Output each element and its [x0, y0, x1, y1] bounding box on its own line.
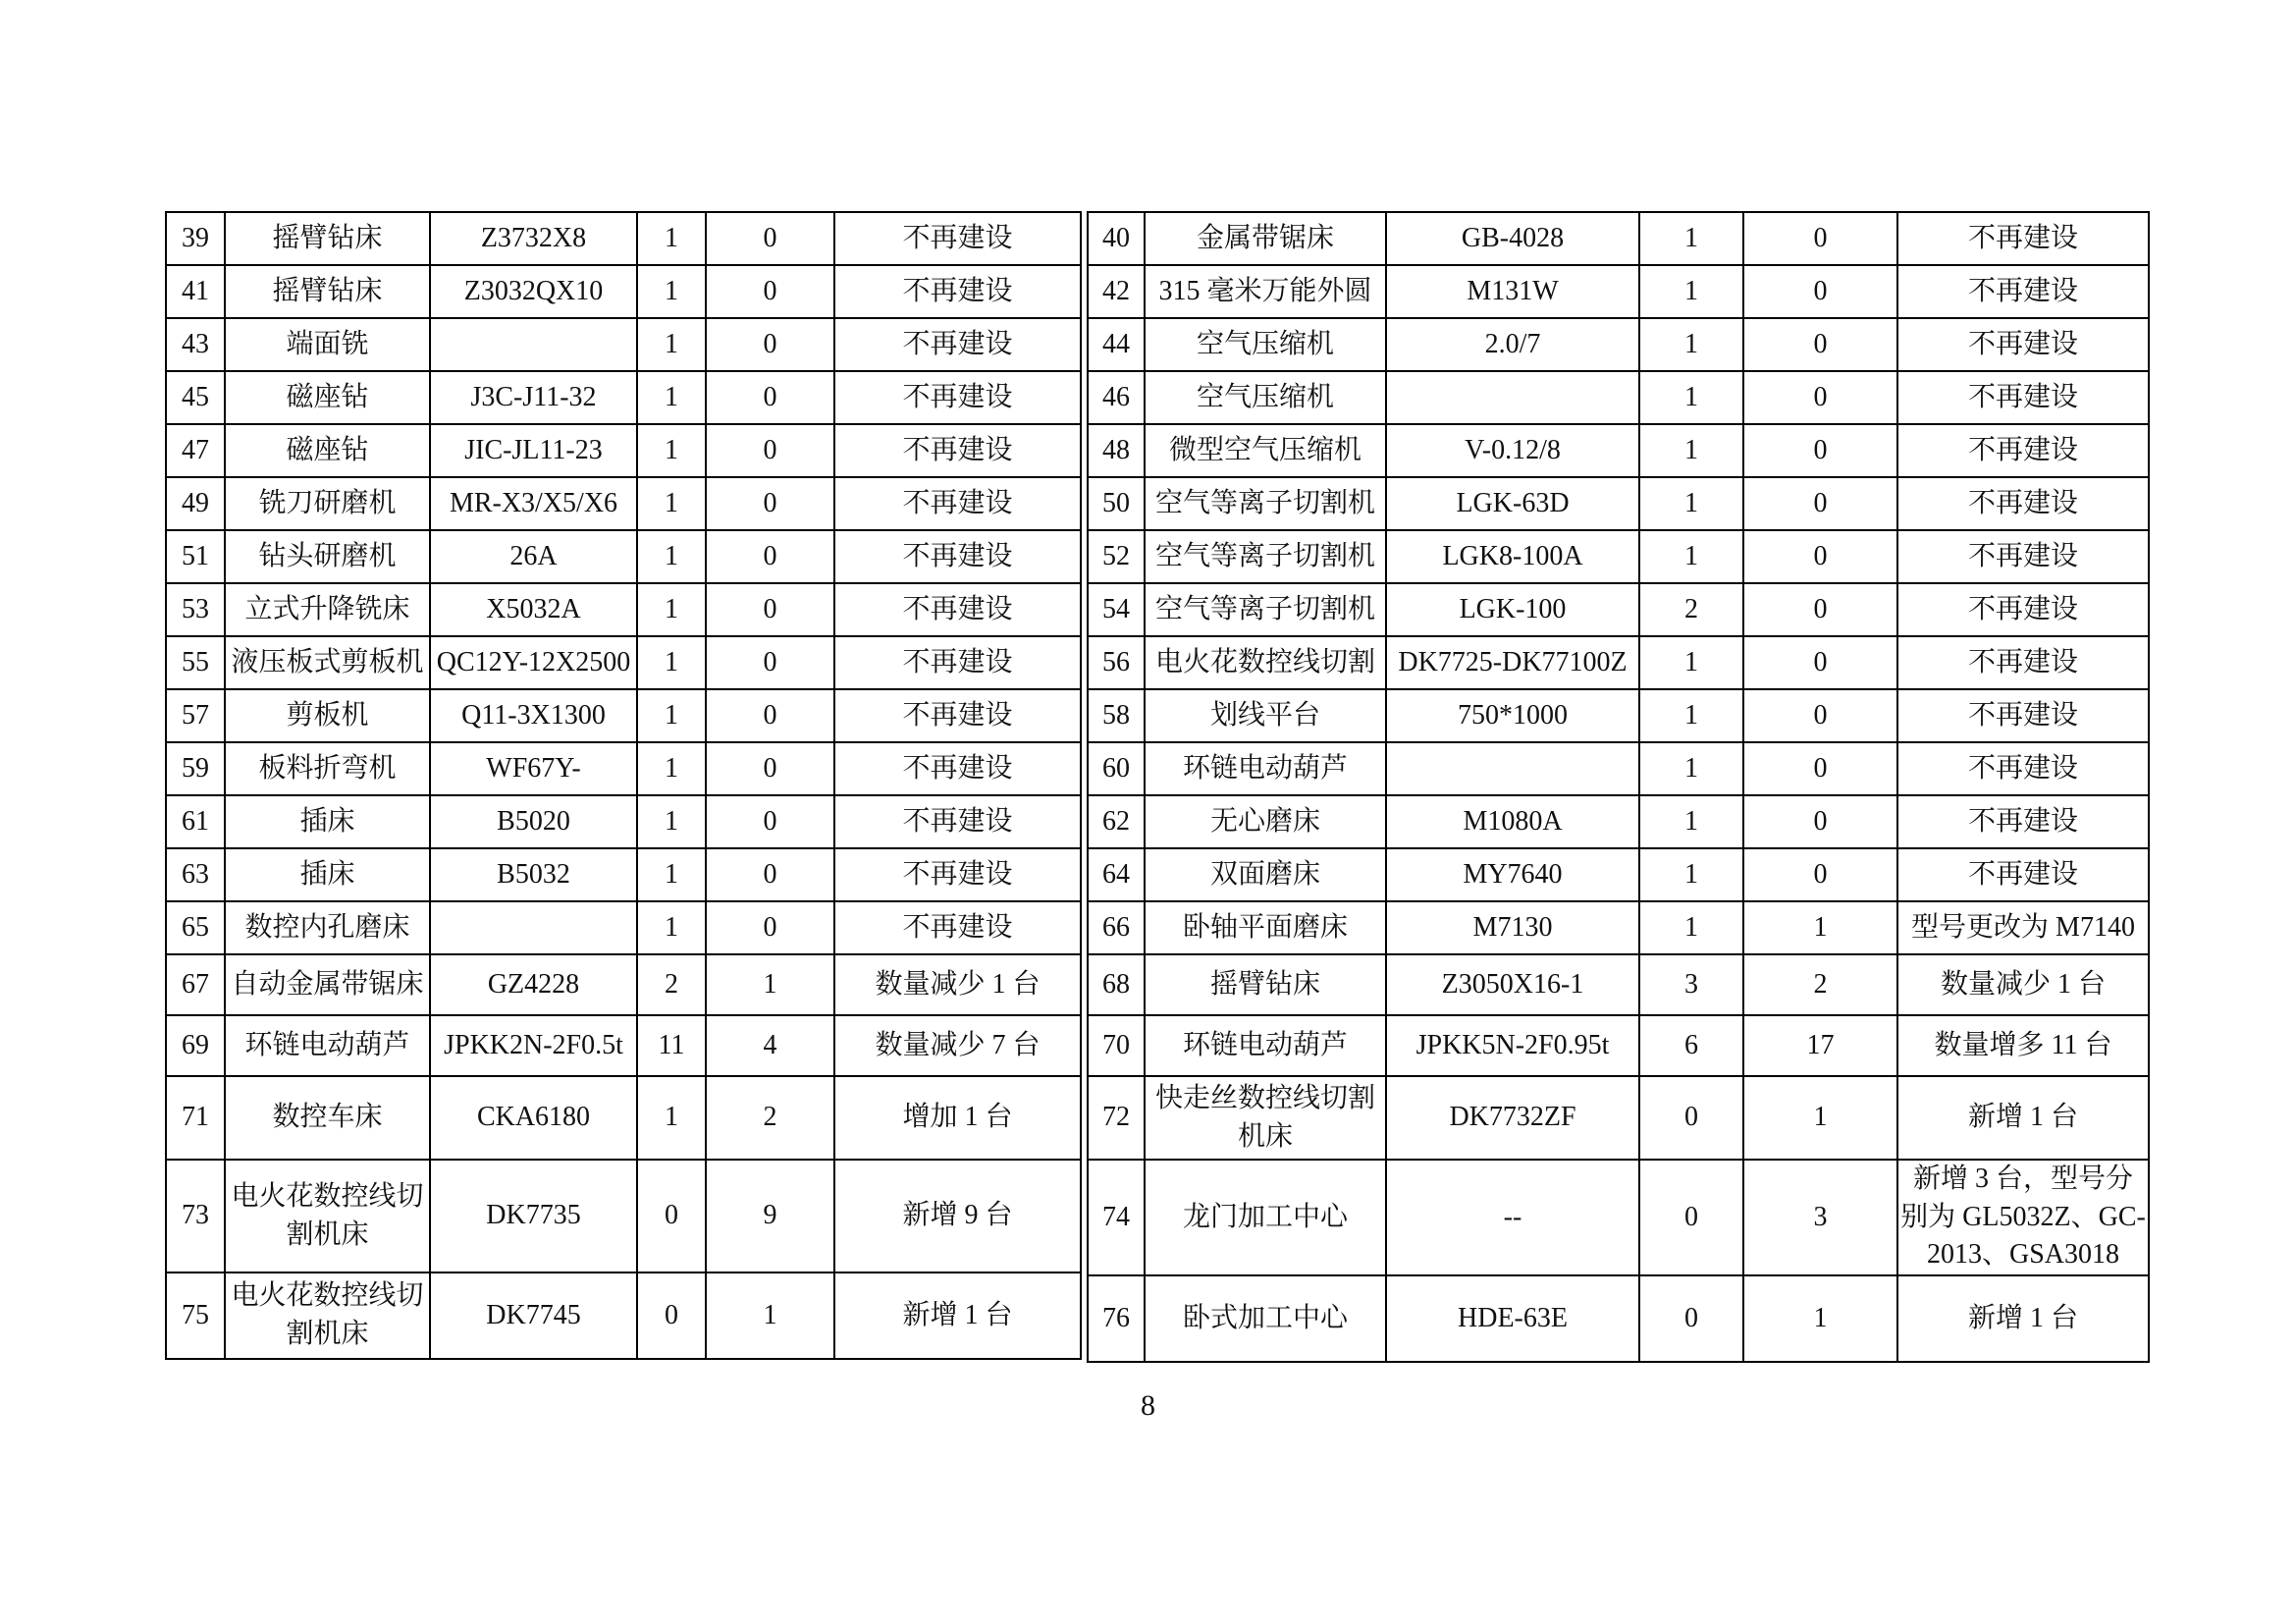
cell-name: 315 毫米万能外圆: [1145, 265, 1386, 318]
table-row: [166, 795, 1081, 848]
cell-qty-after: 1: [1743, 1275, 1897, 1362]
cell-no: 69: [166, 1015, 225, 1076]
cell-name: 微型空气压缩机: [1145, 424, 1386, 477]
cell-qty-before: 1: [1639, 530, 1743, 583]
cell-status: 不再建设: [1897, 424, 2149, 477]
cell-name: 空气压缩机: [1145, 318, 1386, 371]
cell-status: 新增 3 台，型号分别为 GL5032Z、GC-2013、GSA3018: [1897, 1160, 2149, 1275]
cell-status: 不再建设: [834, 795, 1081, 848]
cell-model: MY7640: [1386, 848, 1639, 901]
cell-no: 40: [1088, 212, 1145, 265]
cell-qty-after: 0: [1743, 212, 1897, 265]
cell-no: 59: [166, 742, 225, 795]
cell-no: 65: [166, 901, 225, 954]
cell-no: 55: [166, 636, 225, 689]
cell-status: 数量增多 11 台: [1897, 1015, 2149, 1076]
cell-status: 不再建设: [1897, 318, 2149, 371]
cell-model: M1080A: [1386, 795, 1639, 848]
cell-qty-before: 0: [1639, 1160, 1743, 1275]
cell-name: 双面磨床: [1145, 848, 1386, 901]
cell-name: 摇臂钻床: [225, 265, 430, 318]
cell-qty-before: 2: [637, 954, 706, 1015]
cell-no: 53: [166, 583, 225, 636]
cell-qty-after: 0: [706, 636, 834, 689]
cell-name: 板料折弯机: [225, 742, 430, 795]
cell-qty-before: 1: [637, 848, 706, 901]
cell-status: 不再建设: [834, 371, 1081, 424]
cell-qty-before: 1: [1639, 318, 1743, 371]
cell-qty-before: 3: [1639, 954, 1743, 1015]
cell-model: GB-4028: [1386, 212, 1639, 265]
cell-model: --: [1386, 1160, 1639, 1275]
table-row: [1088, 954, 2149, 1015]
cell-status: 新增 9 台: [834, 1160, 1081, 1272]
cell-status: 型号更改为 M7140: [1897, 901, 2149, 954]
table-row: [166, 477, 1081, 530]
table-row: [166, 954, 1081, 1015]
cell-status: 不再建设: [834, 742, 1081, 795]
cell-model: Z3032QX10: [430, 265, 637, 318]
cell-name: 端面铣: [225, 318, 430, 371]
cell-status: 不再建设: [1897, 795, 2149, 848]
cell-qty-after: 1: [1743, 1076, 1897, 1160]
cell-qty-before: 1: [637, 901, 706, 954]
cell-name: 电火花数控线切割机床: [225, 1160, 430, 1272]
cell-qty-before: 1: [637, 636, 706, 689]
cell-qty-after: 0: [706, 742, 834, 795]
cell-qty-before: 1: [1639, 689, 1743, 742]
cell-status: 数量减少 1 台: [1897, 954, 2149, 1015]
cell-no: 70: [1088, 1015, 1145, 1076]
cell-qty-before: 2: [1639, 583, 1743, 636]
cell-qty-before: 1: [637, 371, 706, 424]
cell-qty-after: 0: [706, 795, 834, 848]
table-row: [166, 901, 1081, 954]
cell-model: Z3050X16-1: [1386, 954, 1639, 1015]
cell-status: 不再建设: [1897, 477, 2149, 530]
cell-qty-after: 0: [706, 689, 834, 742]
cell-qty-before: 1: [1639, 212, 1743, 265]
table-row: [1088, 530, 2149, 583]
table-row: [1088, 1160, 2149, 1275]
cell-no: 41: [166, 265, 225, 318]
cell-status: 不再建设: [834, 318, 1081, 371]
table-row: [166, 265, 1081, 318]
equipment-table-left: [165, 211, 1082, 1360]
cell-model: QC12Y-12X2500: [430, 636, 637, 689]
cell-status: 不再建设: [834, 583, 1081, 636]
cell-qty-before: 1: [1639, 901, 1743, 954]
cell-name: 数控内孔磨床: [225, 901, 430, 954]
table-row: [1088, 1076, 2149, 1160]
page-number: 8: [1141, 1389, 1155, 1422]
cell-qty-after: 0: [706, 424, 834, 477]
cell-qty-after: 0: [1743, 636, 1897, 689]
cell-no: 43: [166, 318, 225, 371]
table-row: [1088, 371, 2149, 424]
cell-name: 环链电动葫芦: [1145, 742, 1386, 795]
cell-qty-after: 0: [1743, 795, 1897, 848]
cell-no: 51: [166, 530, 225, 583]
table-row: [1088, 212, 2149, 265]
cell-qty-before: 1: [637, 689, 706, 742]
cell-no: 73: [166, 1160, 225, 1272]
cell-qty-after: 0: [1743, 265, 1897, 318]
table-row: [1088, 1275, 2149, 1362]
cell-status: 不再建设: [834, 212, 1081, 265]
cell-name: 环链电动葫芦: [225, 1015, 430, 1076]
cell-model: Q11-3X1300: [430, 689, 637, 742]
cell-no: 76: [1088, 1275, 1145, 1362]
cell-model: WF67Y-: [430, 742, 637, 795]
table-row: [166, 318, 1081, 371]
cell-name: 自动金属带锯床: [225, 954, 430, 1015]
cell-qty-before: 1: [637, 477, 706, 530]
cell-model: M7130: [1386, 901, 1639, 954]
table-row: [1088, 636, 2149, 689]
cell-status: 新增 1 台: [834, 1272, 1081, 1359]
cell-no: 64: [1088, 848, 1145, 901]
cell-model: MR-X3/X5/X6: [430, 477, 637, 530]
cell-status: 不再建设: [1897, 848, 2149, 901]
cell-no: 48: [1088, 424, 1145, 477]
table-row: [166, 1015, 1081, 1076]
cell-model: JPKK5N-2F0.95t: [1386, 1015, 1639, 1076]
cell-status: 不再建设: [834, 636, 1081, 689]
table-row: [166, 689, 1081, 742]
cell-name: 空气等离子切割机: [1145, 477, 1386, 530]
cell-status: 不再建设: [834, 477, 1081, 530]
cell-no: 71: [166, 1076, 225, 1160]
cell-status: 数量减少 7 台: [834, 1015, 1081, 1076]
cell-no: 42: [1088, 265, 1145, 318]
cell-model: DK7735: [430, 1160, 637, 1272]
table-row: [1088, 848, 2149, 901]
cell-qty-before: 0: [637, 1160, 706, 1272]
cell-name: 空气等离子切割机: [1145, 530, 1386, 583]
cell-qty-after: 0: [1743, 424, 1897, 477]
cell-status: 不再建设: [1897, 530, 2149, 583]
cell-qty-before: 1: [637, 795, 706, 848]
cell-qty-before: 1: [1639, 636, 1743, 689]
table-row: [166, 636, 1081, 689]
cell-model: HDE-63E: [1386, 1275, 1639, 1362]
cell-no: 66: [1088, 901, 1145, 954]
cell-model: GZ4228: [430, 954, 637, 1015]
equipment-table-right: [1087, 211, 2150, 1363]
cell-model: B5032: [430, 848, 637, 901]
cell-status: 不再建设: [834, 265, 1081, 318]
cell-name: 金属带锯床: [1145, 212, 1386, 265]
cell-name: 龙门加工中心: [1145, 1160, 1386, 1275]
cell-status: 不再建设: [1897, 583, 2149, 636]
cell-model: DK7732ZF: [1386, 1076, 1639, 1160]
cell-qty-after: 0: [1743, 530, 1897, 583]
table-row: [166, 848, 1081, 901]
cell-qty-before: 1: [637, 318, 706, 371]
cell-model: B5020: [430, 795, 637, 848]
table-row: [1088, 901, 2149, 954]
cell-status: 不再建设: [834, 689, 1081, 742]
cell-qty-after: 0: [706, 901, 834, 954]
cell-no: 61: [166, 795, 225, 848]
cell-no: 72: [1088, 1076, 1145, 1160]
table-row: [1088, 1015, 2149, 1076]
cell-status: 不再建设: [834, 424, 1081, 477]
cell-qty-after: 2: [1743, 954, 1897, 1015]
cell-name: 快走丝数控线切割机床: [1145, 1076, 1386, 1160]
cell-qty-after: 0: [1743, 371, 1897, 424]
cell-model: [430, 901, 637, 954]
cell-qty-before: 0: [1639, 1275, 1743, 1362]
table-row: [166, 212, 1081, 265]
cell-name: 无心磨床: [1145, 795, 1386, 848]
cell-name: 插床: [225, 848, 430, 901]
cell-qty-before: 1: [1639, 848, 1743, 901]
table-row: [166, 1076, 1081, 1160]
cell-no: 63: [166, 848, 225, 901]
cell-no: 67: [166, 954, 225, 1015]
table-row: [1088, 742, 2149, 795]
cell-status: 不再建设: [1897, 636, 2149, 689]
cell-status: 增加 1 台: [834, 1076, 1081, 1160]
cell-qty-after: 1: [706, 954, 834, 1015]
cell-no: 74: [1088, 1160, 1145, 1275]
cell-model: [430, 318, 637, 371]
cell-qty-after: 1: [706, 1272, 834, 1359]
table-row: [1088, 795, 2149, 848]
cell-name: 液压板式剪板机: [225, 636, 430, 689]
cell-model: DK7725-DK77100Z: [1386, 636, 1639, 689]
cell-name: 剪板机: [225, 689, 430, 742]
table-row: [166, 742, 1081, 795]
cell-name: 钻头研磨机: [225, 530, 430, 583]
cell-qty-after: 0: [1743, 477, 1897, 530]
cell-name: 磁座钻: [225, 371, 430, 424]
cell-name: 数控车床: [225, 1076, 430, 1160]
cell-qty-before: 1: [1639, 795, 1743, 848]
cell-no: 54: [1088, 583, 1145, 636]
cell-name: 划线平台: [1145, 689, 1386, 742]
cell-no: 60: [1088, 742, 1145, 795]
cell-qty-before: 6: [1639, 1015, 1743, 1076]
cell-status: 不再建设: [834, 530, 1081, 583]
cell-model: JPKK2N-2F0.5t: [430, 1015, 637, 1076]
cell-qty-before: 0: [1639, 1076, 1743, 1160]
table-row: [1088, 689, 2149, 742]
cell-no: 44: [1088, 318, 1145, 371]
table-row: [166, 424, 1081, 477]
cell-no: 52: [1088, 530, 1145, 583]
cell-no: 62: [1088, 795, 1145, 848]
cell-qty-after: 3: [1743, 1160, 1897, 1275]
cell-qty-before: 1: [637, 212, 706, 265]
cell-no: 39: [166, 212, 225, 265]
cell-qty-after: 0: [1743, 583, 1897, 636]
cell-model: LGK-63D: [1386, 477, 1639, 530]
cell-name: 空气等离子切割机: [1145, 583, 1386, 636]
cell-qty-after: 0: [706, 318, 834, 371]
cell-qty-after: 0: [706, 530, 834, 583]
cell-status: 数量减少 1 台: [834, 954, 1081, 1015]
cell-status: 不再建设: [1897, 742, 2149, 795]
cell-no: 57: [166, 689, 225, 742]
cell-status: 不再建设: [834, 901, 1081, 954]
cell-qty-before: 1: [637, 742, 706, 795]
cell-qty-after: 9: [706, 1160, 834, 1272]
cell-qty-after: 0: [706, 848, 834, 901]
cell-status: 不再建设: [1897, 212, 2149, 265]
cell-qty-after: 0: [706, 477, 834, 530]
equipment-tables-container: [165, 211, 2150, 1363]
cell-status: 不再建设: [1897, 689, 2149, 742]
cell-qty-after: 0: [1743, 848, 1897, 901]
cell-qty-after: 0: [706, 265, 834, 318]
cell-qty-before: 1: [637, 583, 706, 636]
cell-model: M131W: [1386, 265, 1639, 318]
cell-model: Z3732X8: [430, 212, 637, 265]
cell-no: 58: [1088, 689, 1145, 742]
cell-qty-before: 1: [637, 265, 706, 318]
cell-qty-before: 1: [637, 424, 706, 477]
cell-name: 立式升降铣床: [225, 583, 430, 636]
cell-no: 47: [166, 424, 225, 477]
cell-qty-before: 1: [637, 1076, 706, 1160]
cell-qty-after: 0: [706, 371, 834, 424]
cell-qty-after: 17: [1743, 1015, 1897, 1076]
cell-status: 不再建设: [1897, 371, 2149, 424]
cell-name: 插床: [225, 795, 430, 848]
cell-model: LGK-100: [1386, 583, 1639, 636]
cell-qty-after: 0: [1743, 689, 1897, 742]
cell-name: 环链电动葫芦: [1145, 1015, 1386, 1076]
cell-name: 卧式加工中心: [1145, 1275, 1386, 1362]
cell-qty-before: 0: [637, 1272, 706, 1359]
cell-model: 750*1000: [1386, 689, 1639, 742]
table-row: [1088, 477, 2149, 530]
cell-model: CKA6180: [430, 1076, 637, 1160]
cell-qty-before: 1: [1639, 371, 1743, 424]
cell-no: 45: [166, 371, 225, 424]
cell-name: 电火花数控线切割机床: [225, 1272, 430, 1359]
cell-qty-after: 4: [706, 1015, 834, 1076]
cell-qty-before: 1: [637, 530, 706, 583]
cell-no: 68: [1088, 954, 1145, 1015]
cell-model: LGK8-100A: [1386, 530, 1639, 583]
cell-model: V-0.12/8: [1386, 424, 1639, 477]
cell-name: 空气压缩机: [1145, 371, 1386, 424]
cell-no: 49: [166, 477, 225, 530]
cell-model: JIC-JL11-23: [430, 424, 637, 477]
cell-qty-before: 1: [1639, 477, 1743, 530]
cell-status: 新增 1 台: [1897, 1076, 2149, 1160]
cell-no: 75: [166, 1272, 225, 1359]
table-row: [166, 1272, 1081, 1359]
cell-qty-before: 1: [1639, 424, 1743, 477]
cell-qty-after: 2: [706, 1076, 834, 1160]
cell-model: DK7745: [430, 1272, 637, 1359]
cell-qty-after: 1: [1743, 901, 1897, 954]
cell-status: 新增 1 台: [1897, 1275, 2149, 1362]
cell-qty-after: 0: [706, 583, 834, 636]
cell-model: 2.0/7: [1386, 318, 1639, 371]
cell-status: 不再建设: [1897, 265, 2149, 318]
cell-qty-before: 11: [637, 1015, 706, 1076]
cell-qty-before: 1: [1639, 265, 1743, 318]
cell-model: J3C-J11-32: [430, 371, 637, 424]
cell-model: 26A: [430, 530, 637, 583]
cell-name: 磁座钻: [225, 424, 430, 477]
cell-model: [1386, 371, 1639, 424]
table-row: [1088, 424, 2149, 477]
table-row: [166, 371, 1081, 424]
cell-name: 摇臂钻床: [1145, 954, 1386, 1015]
cell-model: X5032A: [430, 583, 637, 636]
cell-status: 不再建设: [834, 848, 1081, 901]
cell-name: 铣刀研磨机: [225, 477, 430, 530]
cell-no: 56: [1088, 636, 1145, 689]
cell-name: 摇臂钻床: [225, 212, 430, 265]
table-row: [1088, 318, 2149, 371]
cell-no: 46: [1088, 371, 1145, 424]
cell-qty-before: 1: [1639, 742, 1743, 795]
table-row: [166, 530, 1081, 583]
cell-model: [1386, 742, 1639, 795]
table-row: [166, 583, 1081, 636]
cell-name: 卧轴平面磨床: [1145, 901, 1386, 954]
cell-qty-after: 0: [1743, 742, 1897, 795]
cell-qty-after: 0: [706, 212, 834, 265]
cell-name: 电火花数控线切割: [1145, 636, 1386, 689]
cell-qty-after: 0: [1743, 318, 1897, 371]
table-row: [166, 1160, 1081, 1272]
cell-no: 50: [1088, 477, 1145, 530]
table-row: [1088, 265, 2149, 318]
table-row: [1088, 583, 2149, 636]
